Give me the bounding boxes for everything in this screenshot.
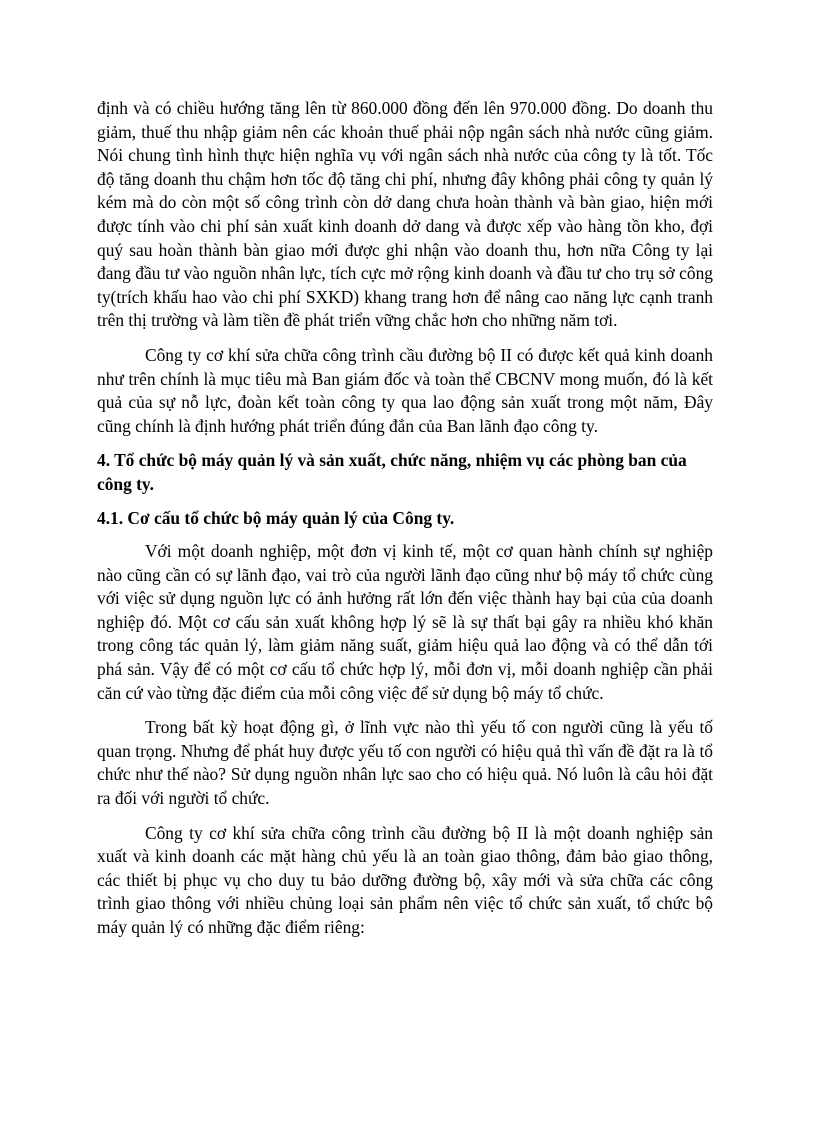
section-heading-organization: 4. Tổ chức bộ máy quản lý và sản xuất, chức năng, nhiệm vụ các phòng ban của công ty. <box>97 450 687 494</box>
subsection-heading-management-structure: 4.1. Cơ cấu tổ chức bộ máy quản lý của Công ty. <box>97 507 455 528</box>
paragraph-business-results: Công ty cơ khí sửa chữa công trình cầu đường bộ II có được kết quả kinh doanh như trên chính là mục tiêu mà Ban giám đốc và toàn thể CBCNV mong muốn, đó là kết quả của sự nỗ lực, đoàn kết toàn công ty qua lao động sản xuất trong một năm, Đây cũng chính là định hướng phát triển đúng đắn của Ban lãnh đạo công ty. <box>97 344 713 436</box>
paragraph-company-characteristics: Công ty cơ khí sửa chữa công trình cầu đường bộ II là một doanh nghiệp sản xuất và kinh doanh các mặt hàng chủ yếu là an toàn giao thông, đảm bảo giao thông, các thiết bị phục vụ cho duy tu bảo dưỡng đường bộ, xây mới và sửa chữa các công trình giao thông với nhiều chủng loại sản phẩm nên việc tổ chức sản xuất, tổ chức bộ máy quản lý có những đặc điểm riêng: <box>97 822 713 937</box>
document-page <box>97 97 713 951</box>
paragraph-leadership-role: Với một doanh nghiệp, một đơn vị kinh tế, một cơ quan hành chính sự nghiệp nào cũng cần có sự lãnh đạo, vai trò của người lãnh đạo cũng như bộ máy tổ chức cùng với việc sử dụng nguồn lực có ảnh hưởng rất lớn đến việc thành hay bại của của doanh nghiệp đó. Một cơ cấu sản xuất không hợp lý sẽ là sự thất bại gây ra nhiều khó khăn trong công tác quản lý, làm giảm năng suất, giảm hiệu quả lao động và có thể dẫn tới phá sản. Vậy để có một cơ cấu tổ chức hợp lý, mỗi đơn vị, mỗi doanh nghiệp cần phải căn cứ vào từng đặc điểm của mỗi công việc để sử dụng bộ máy tổ chức. <box>97 541 713 703</box>
paragraph-human-factor: Trong bất kỳ hoạt động gì, ở lĩnh vực nào thì yếu tố con người cũng là yếu tố quan trọng. Nhưng để phát huy được yếu tố con người có hiệu quả thì vấn đề đặt ra là tổ chức như thế nào? Sử dụng nguồn nhân lực sao cho có hiệu quả. Nó luôn là câu hỏi đặt ra đối với người tổ chức. <box>97 717 713 809</box>
paragraph-revenue-tax-summary: định và có chiều hướng tăng lên từ 860.000 đồng đến lên 970.000 đồng. Do doanh thu giảm, thuế thu nhập giảm nên các khoản thuế phải nộp ngân sách nhà nước cũng giảm. Nói chung tình hình thực hiện nghĩa vụ với ngân sách nhà nước của công ty là tốt. Tốc độ tăng doanh thu chậm hơn tốc độ tăng chi phí, nhưng đây không phải công ty quản lý kém mà do còn một số công trình còn dở dang chưa hoàn thành và bàn giao, hiện mới được tính vào chi phí sản xuất kinh doanh dở dang và được xếp vào hàng tồn kho, đợi quý sau hoàn thành bàn giao mới được ghi nhận vào doanh thu, hơn nữa Công ty lại đang đầu tư vào nguồn nhân lực, tích cực mở rộng kinh doanh và đầu tư cho trụ sở công ty(trích khấu hao vào chi phí SXKD) khang trang hơn để nâng cao năng lực cạnh tranh trên thị trường và làm tiền đề phát triển vững chắc hơn cho những năm tơi. <box>97 98 713 331</box>
